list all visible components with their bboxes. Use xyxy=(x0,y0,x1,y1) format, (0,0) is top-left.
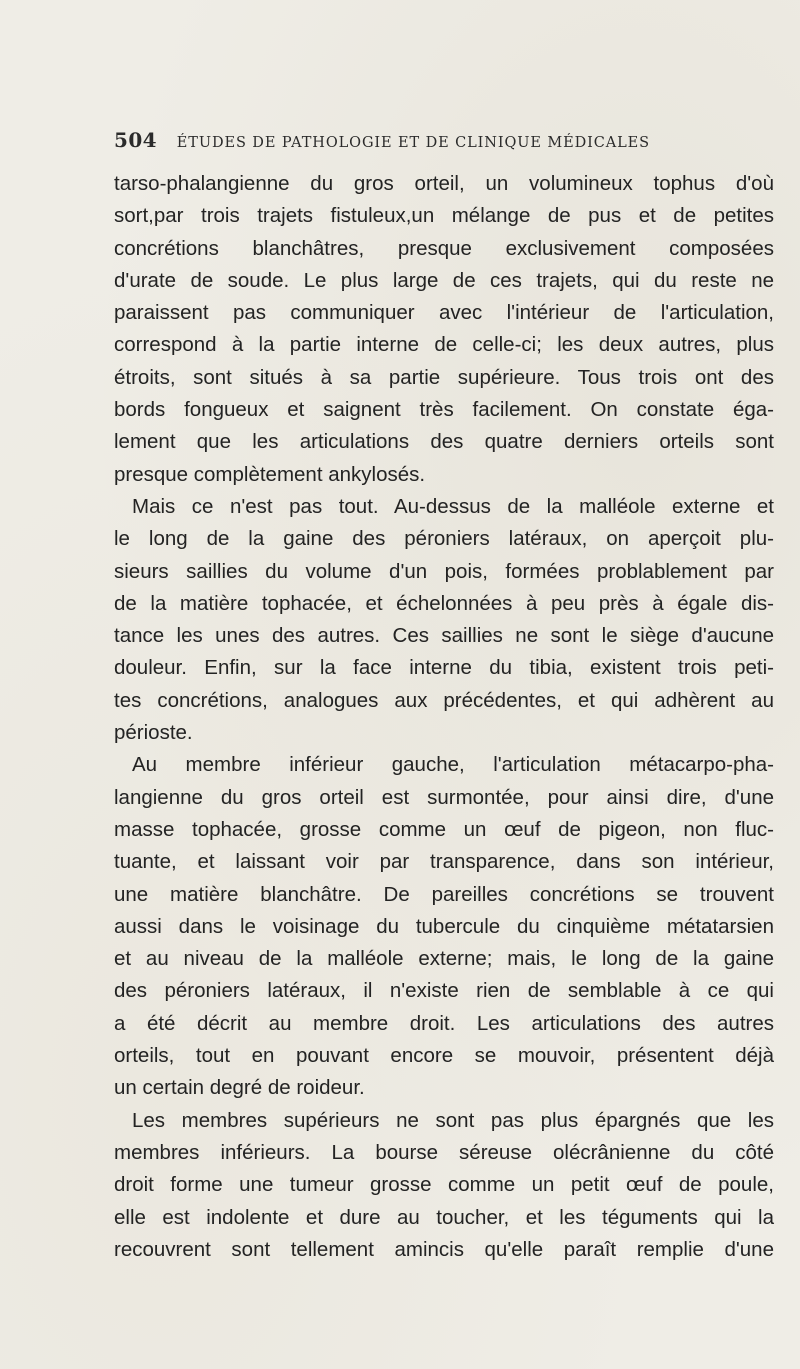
running-head xyxy=(114,128,774,158)
text-line: d'urate de soude. Le plus large de ces trajets, qui du reste ne xyxy=(114,268,774,292)
page-number: 504 xyxy=(114,128,157,152)
body-text xyxy=(114,168,774,1266)
text-line: le long de la gaine des péroniers latéraux, on aperçoit plu- xyxy=(114,527,774,551)
paragraph-end-line: presque complètement ankylosés. xyxy=(114,462,426,486)
text-line: orteils, tout en pouvant encore se mouvoir, présentent déjà xyxy=(114,1044,774,1068)
text-line: elle est indolente et dure au toucher, et les téguments qui la xyxy=(114,1205,774,1229)
text-line: langienne du gros orteil est surmontée, pour ainsi dire, d'une xyxy=(114,785,774,809)
text-line: lement que les articulations des quatre derniers orteils sont xyxy=(114,430,774,454)
paragraph-start-line: Au membre inférieur gauche, l'articulation métacarpo-pha- xyxy=(132,753,774,777)
text-line: aussi dans le voisinage du tubercule du cinquième métatarsien xyxy=(114,914,774,938)
paragraph-start-line: Les membres supérieurs ne sont pas plus épargnés que les xyxy=(132,1108,774,1132)
text-line: concrétions blanchâtres, presque exclusivement composées xyxy=(114,236,774,260)
text-line: douleur. Enfin, sur la face interne du tibia, existent trois peti- xyxy=(114,656,774,680)
text-line: membres inférieurs. La bourse séreuse olécrânienne du côté xyxy=(114,1140,774,1164)
text-line: correspond à la partie interne de celle-ci; les deux autres, plus xyxy=(114,333,774,357)
text-line: une matière blanchâtre. De pareilles concrétions se trouvent xyxy=(114,882,774,906)
paragraph-end-line: un certain degré de roideur. xyxy=(114,1076,365,1100)
paragraph-end-line: périoste. xyxy=(114,721,193,745)
text-line: masse tophacée, grosse comme un œuf de pigeon, non fluc- xyxy=(114,817,774,841)
text-line: bords fongueux et saignent très facilement. On constate éga- xyxy=(114,398,774,422)
text-line: recouvrent sont tellement amincis qu'elle paraît remplie d'une xyxy=(114,1237,774,1261)
text-line: tuante, et laissant voir par transparence, dans son intérieur, xyxy=(114,850,774,874)
text-line: tes concrétions, analogues aux précédentes, et qui adhèrent au xyxy=(114,688,774,712)
text-line: paraissent pas communiquer avec l'intérieur de l'articulation, xyxy=(114,301,774,325)
text-line: tarso-phalangienne du gros orteil, un volumineux tophus d'où xyxy=(114,172,774,195)
text-line: sort,par trois trajets fistuleux,un mélange de pus et de petites xyxy=(114,204,774,228)
text-line: sieurs saillies du volume d'un pois, formées problablement par xyxy=(114,559,774,583)
text-line: tance les unes des autres. Ces saillies ne sont le siège d'aucune xyxy=(114,624,774,648)
text-line: droit forme une tumeur grosse comme un petit œuf de poule, xyxy=(114,1173,774,1197)
paragraph-start-line: Mais ce n'est pas tout. Au-dessus de la malléole externe et xyxy=(132,494,774,518)
text-line: a été décrit au membre droit. Les articulations des autres xyxy=(114,1011,774,1035)
running-head-title: ÉTUDES DE PATHOLOGIE ET DE CLINIQUE MÉDICALES xyxy=(176,135,650,151)
text-line: de la matière tophacée, et échelonnées à peu près à égale dis- xyxy=(114,591,774,615)
text-line: étroits, sont situés à sa partie supérieure. Tous trois ont des xyxy=(114,365,774,389)
text-line: et au niveau de la malléole externe; mais, le long de la gaine xyxy=(114,947,774,971)
text-line: des péroniers latéraux, il n'existe rien de semblable à ce qui xyxy=(114,979,774,1003)
